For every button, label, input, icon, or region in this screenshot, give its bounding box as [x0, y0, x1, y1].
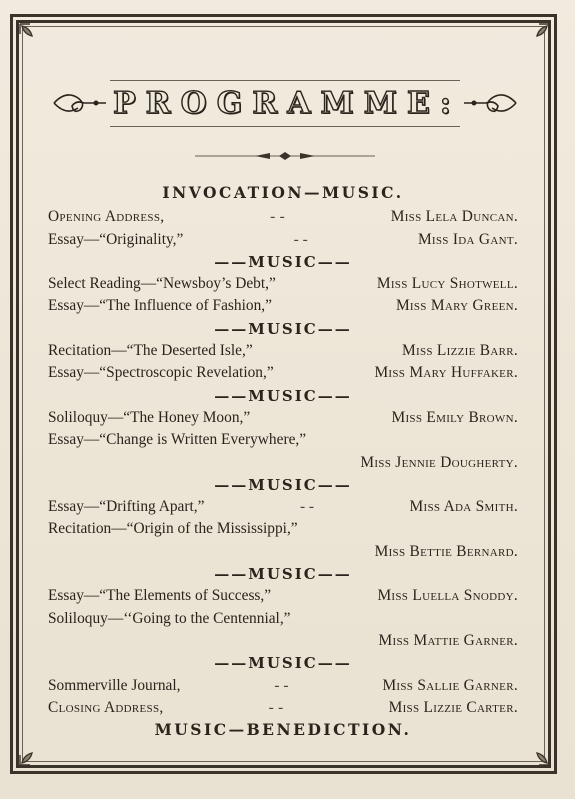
item-dashes: - -	[299, 498, 315, 516]
music-divider: ——MUSIC——	[214, 386, 352, 405]
list-item	[48, 608, 518, 630]
item-performer: Miss Lela Duncan.	[390, 208, 518, 226]
corner-ornament-icon	[18, 22, 42, 46]
item-performer: Miss Ida Gant.	[417, 230, 518, 248]
music-divider: ——MUSIC——	[214, 475, 352, 494]
music-divider: ——MUSIC——	[214, 319, 352, 338]
list-item	[48, 273, 518, 295]
item-performer: Miss Lizzie Barr.	[402, 342, 518, 360]
page-title: PROGRAMME:	[113, 85, 461, 121]
corner-ornament-icon	[527, 743, 551, 767]
item-title: Closing Address,	[48, 698, 164, 716]
item-title: Soliloquy—“The Honey Moon,”	[48, 408, 251, 426]
item-dashes: - -	[270, 208, 286, 226]
list-item	[48, 675, 518, 697]
corner-ornament-icon	[527, 22, 551, 46]
item-performer: Miss Mary Huffaker.	[374, 364, 518, 382]
programme-list	[48, 182, 518, 741]
item-performer: Miss Luella Snoddy.	[377, 587, 518, 605]
item-performer: Miss Jennie Dougherty.	[360, 453, 518, 471]
list-item	[48, 229, 518, 251]
music-divider: ——MUSIC——	[214, 252, 352, 271]
item-title: Recitation—“The Deserted Isle,”	[48, 342, 253, 360]
item-title: Essay—“Originality,”	[48, 230, 184, 248]
list-item	[48, 697, 518, 719]
list-item	[48, 585, 518, 607]
music-divider: ——MUSIC——	[214, 654, 352, 673]
corner-ornament-icon	[18, 743, 42, 767]
section-heading-invocation: INVOCATION—MUSIC.	[162, 183, 404, 202]
item-title: Essay—“Change is Written Everywhere,”	[48, 431, 307, 449]
list-item	[48, 362, 518, 384]
item-title: Essay—“The Elements of Success,”	[48, 587, 272, 605]
list-item	[48, 206, 518, 228]
item-dashes: - -	[268, 698, 284, 716]
list-item	[48, 340, 518, 362]
item-title: Soliloquy—‘‘Going to the Centennial,”	[48, 609, 291, 627]
item-performer: Miss Lucy Shotwell.	[376, 275, 518, 293]
section-heading-closing: MUSIC—BENEDICTION.	[154, 720, 412, 740]
music-divider: ——MUSIC——	[214, 565, 352, 584]
programme-title-area	[52, 80, 522, 126]
item-performer: Miss Mary Green.	[395, 297, 518, 315]
item-title: Essay—“Spectroscopic Revelation,”	[48, 364, 274, 382]
item-title: Essay—“The Influence of Fashion,”	[48, 297, 272, 315]
list-item	[48, 429, 518, 451]
list-item	[48, 295, 518, 317]
item-dashes: - -	[293, 230, 308, 248]
item-performer: Miss Sallie Garner.	[382, 676, 518, 694]
item-performer: Miss Lizzie Carter.	[388, 698, 518, 716]
title-rule-bottom	[110, 126, 460, 127]
item-title: Sommerville Journal,	[48, 676, 181, 694]
item-title: Essay—“Drifting Apart,”	[48, 498, 205, 516]
list-item	[48, 496, 518, 518]
item-performer: Miss Ada Smith.	[409, 498, 518, 516]
item-title: Opening Address,	[48, 208, 165, 226]
title-separator-icon	[195, 150, 375, 162]
item-title: Recitation—“Origin of the Mississippi,”	[48, 520, 298, 538]
list-item	[48, 518, 518, 540]
item-title: Select Reading—“Newsboy’s Debt,”	[48, 275, 276, 293]
item-performer: Miss Emily Brown.	[391, 408, 518, 426]
item-dashes: - -	[274, 676, 289, 694]
item-performer: Miss Mattie Garner.	[378, 631, 518, 649]
item-performer: Miss Bettie Bernard.	[374, 542, 518, 560]
list-item	[48, 407, 518, 429]
